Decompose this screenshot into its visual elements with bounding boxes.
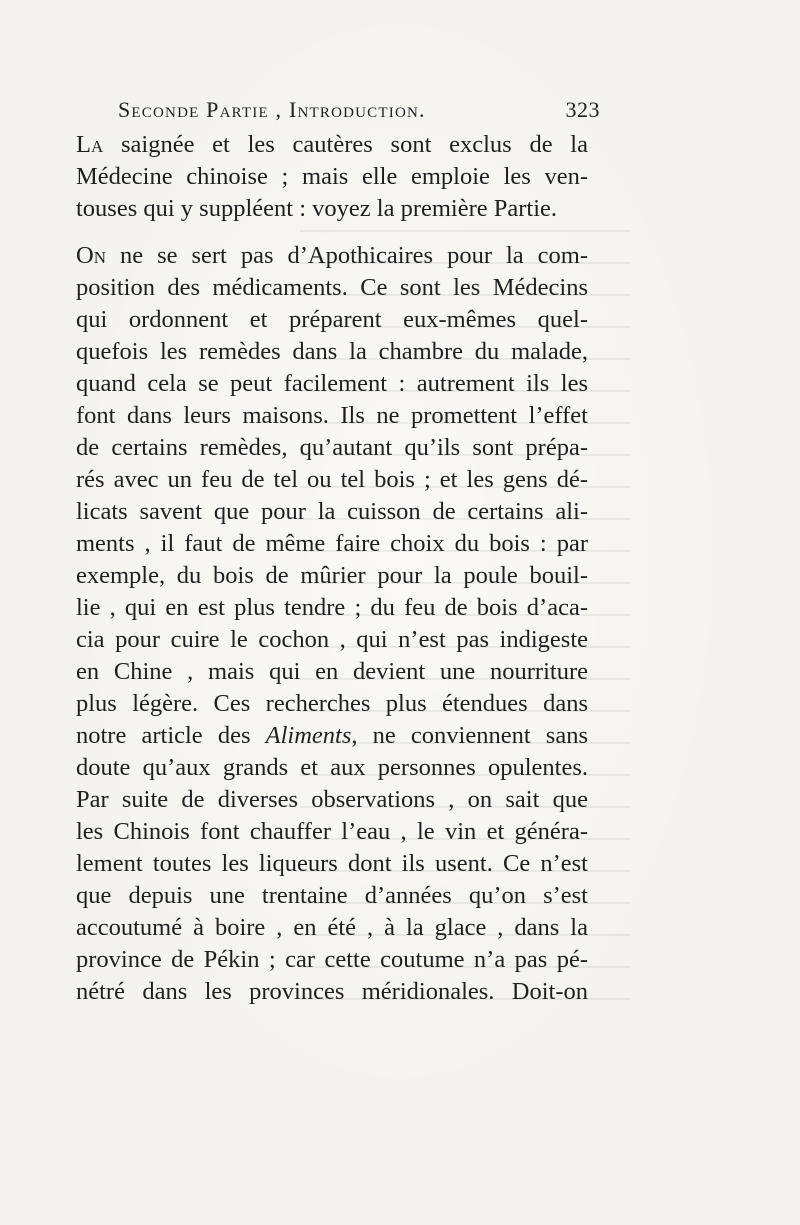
- text-line: [76, 400, 588, 432]
- running-title: Seconde Partie , Introduction.: [118, 97, 426, 122]
- line-text: touses qui y suppléent : voyez la première Partie.: [76, 195, 558, 222]
- small-caps-lead: La: [76, 131, 104, 158]
- line-text: Médecine chinoise ; mais elle emploie les ven-: [76, 163, 588, 190]
- text-line: [76, 161, 588, 193]
- page-number: 323: [565, 97, 600, 122]
- text-line: [76, 272, 588, 304]
- line-text: les Chinois font chauffer l’eau , le vin et généra-: [76, 818, 588, 845]
- line-text: quand cela se peut facilement : autrement ils les: [76, 370, 588, 397]
- text-line: [76, 784, 588, 816]
- text-line: [76, 304, 588, 336]
- line-text: Par suite de diverses observations , on sait que: [76, 786, 588, 813]
- running-header: [118, 97, 600, 131]
- line-text: saignée et les cautères sont exclus de la: [103, 131, 588, 158]
- line-text: plus légère. Ces recherches plus étendues dans: [76, 690, 588, 717]
- line-text: cia pour cuire le cochon , qui n’est pas indigeste: [76, 626, 588, 653]
- text-line: [76, 240, 588, 272]
- text-line: [76, 560, 588, 592]
- text-line: [76, 720, 588, 752]
- text-line: [76, 912, 588, 944]
- line-text: accoutumé à boire , en été , à la glace , dans la: [76, 914, 588, 941]
- line-text: lie , qui en est plus tendre ; du feu de bois d’aca-: [76, 594, 588, 621]
- line-text: province de Pékin ; car cette coutume n’a pas pé-: [76, 946, 588, 973]
- line-text: licats savent que pour la cuisson de certains ali-: [76, 498, 588, 525]
- line-text: rés avec un feu de tel ou tel bois ; et les gens dé-: [76, 466, 588, 493]
- text-line: [76, 656, 588, 688]
- line-text: nétré dans les provinces méridionales. Doit-on: [76, 978, 588, 1005]
- text-line: [76, 336, 588, 368]
- line-text: lement toutes les liqueurs dont ils usent. Ce n’est: [76, 850, 588, 877]
- italic-term: Aliments: [265, 722, 352, 749]
- text-line: [76, 592, 588, 624]
- text-line: [76, 848, 588, 880]
- line-text: ments , il faut de même faire choix du bois : par: [76, 530, 588, 557]
- line-text: en Chine , mais qui en devient une nourriture: [76, 658, 588, 685]
- line-text: quefois les remèdes dans la chambre du malade,: [76, 338, 588, 365]
- small-caps-lead: On: [76, 242, 106, 269]
- text-line: [76, 624, 588, 656]
- text-line: [76, 193, 588, 225]
- line-text: ne se sert pas d’Apothicaires pour la com-: [105, 242, 588, 269]
- text-line: [76, 528, 588, 560]
- text-line: [76, 880, 588, 912]
- text-line: [76, 432, 588, 464]
- text-line: [76, 816, 588, 848]
- line-text-pre: notre article des: [76, 722, 266, 749]
- line-text: doute qu’aux grands et aux personnes opulentes.: [76, 754, 588, 781]
- text-line: [76, 464, 588, 496]
- line-text: de certains remèdes, qu’autant qu’ils sont prépa-: [76, 434, 588, 461]
- text-line: [76, 976, 588, 1008]
- text-line: [76, 368, 588, 400]
- text-line: [76, 129, 588, 161]
- text-line: [76, 496, 588, 528]
- text-line: [76, 944, 588, 976]
- text-line: [76, 688, 588, 720]
- line-text: position des médicaments. Ce sont les Médecins: [76, 274, 588, 301]
- line-text: que depuis une trentaine d’années qu’on s’est: [76, 882, 588, 909]
- line-text: exemple, du bois de mûrier pour la poule bouil-: [76, 562, 588, 589]
- text-line: [76, 752, 588, 784]
- line-text: , ne conviennent sans: [351, 722, 588, 749]
- line-text: qui ordonnent et préparent eux-mêmes quel-: [76, 306, 588, 333]
- line-text: font dans leurs maisons. Ils ne promettent l’effet: [76, 402, 588, 429]
